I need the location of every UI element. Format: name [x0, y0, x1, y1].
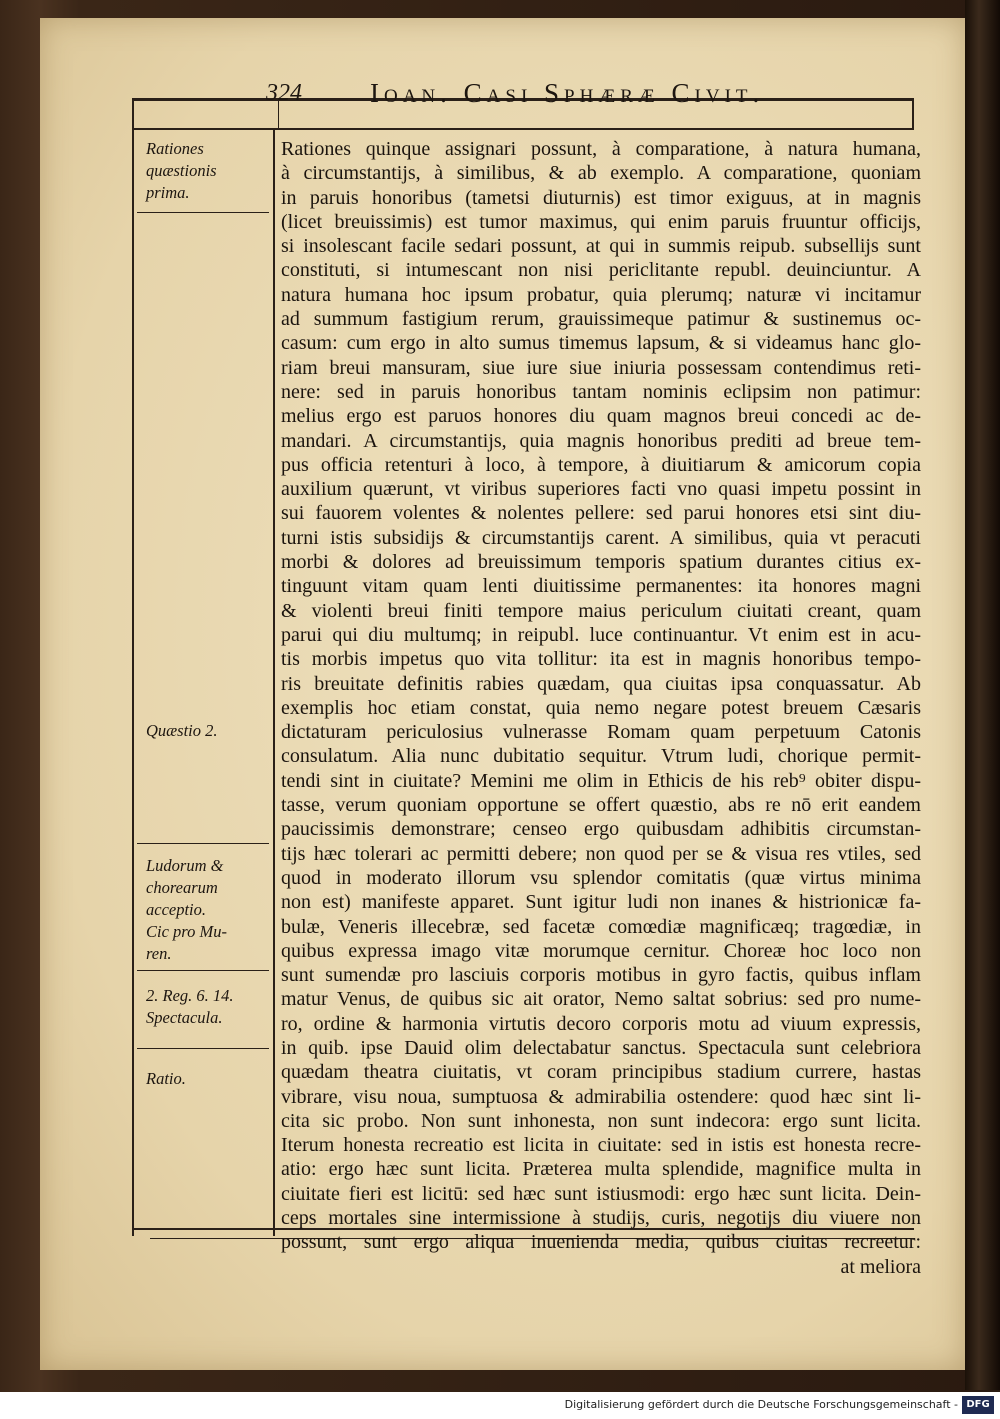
- text-line: dictaturam periculosius vulnerasse Romam quam perpetuum Catonis: [281, 721, 921, 744]
- text-line: auxilium quærunt, vt viribus superiores facti vno quasi impetu possint in: [281, 478, 921, 501]
- text-line: ceps mortales sine intermissione à studijs, curis, negotijs diu viuere non: [281, 1207, 921, 1230]
- text-line: turni istis subsidijs & circumstantijs carent. A similibus, quia vt peracuti: [281, 526, 921, 549]
- text-line: nere: sed in paruis honoribus tantam nominis eclipsim non patimur:: [281, 380, 921, 403]
- text-line: consulatum. Alia nunc dubitatio sequitur. Vtrum ludi, chorique permit-: [281, 745, 921, 768]
- text-line: ciuitate fieri est licitū: sed hæc sunt istiusmodi: ergo hæc sunt licita. Dein-: [281, 1182, 921, 1205]
- text-line: riam breui mansuram, siue iure siue iniuria possessam contendimus reti-: [281, 356, 921, 379]
- column-rule: [273, 128, 275, 1236]
- text-line: atio: ergo hæc sunt licita. Præterea multa splendide, magnifice multa in: [281, 1158, 921, 1181]
- text-line: constituti, si intumescant non nisi periclitante republ. deuinciuntur. A: [281, 259, 921, 282]
- text-line: sui fauorem volentes & nolentes pellere: sed parui honores etsi sint diu-: [281, 502, 921, 525]
- text-line: mandari. A circumstantijs, quia magnis honoribus prediti ad breue tem-: [281, 429, 921, 452]
- header-bottom-rule: [132, 128, 914, 130]
- text-line: possunt, sunt ergo aliqua inuenienda media, quibus ciuitas recreetur:: [281, 1231, 921, 1254]
- text-line: tasse, verum quoniam opportune se offert quæstio, abs re nō erit eandem: [281, 794, 921, 817]
- text-line: vibrare, visu noua, sumptuosa & admirabilia ostendere: quod hæc sint li-: [281, 1085, 921, 1108]
- text-line: bulæ, Veneris illecebræ, sed facetæ comœdiæ magnificæq; tragœdiæ, in: [281, 915, 921, 938]
- text-line: paucissimis demonstrare; censeo ergo quibusdam adhibitis circumstan-: [281, 818, 921, 841]
- text-line: à circumstantijs, à similibus, & ab exemplo. A comparatione, quoniam: [281, 162, 921, 185]
- text-line: ris breuitate definitis rabies quædam, qua ciuitas ipsa conquassatur. Ab: [281, 672, 921, 695]
- text-line: melius ergo est paruos honores diu quam magnos breui concedi ac de-: [281, 405, 921, 428]
- margin-note: Quæstio 2.: [146, 721, 218, 740]
- left-margin-rule: [132, 98, 134, 1236]
- text-line: in paruis honoribus (tametsi diuturnis) est timor exiguus, at in magnis: [281, 186, 921, 209]
- running-header: [260, 78, 920, 118]
- footer-bar: [0, 1392, 1000, 1419]
- margin-note: 2. Reg. 6. 14. Spectacula.: [146, 986, 234, 1027]
- page-number: 324: [266, 80, 302, 106]
- text-line: at meliora: [840, 1255, 921, 1278]
- text-line: tis morbis impetus quo vita tollitur: ita est in magnis honoribus tempo-: [281, 648, 921, 671]
- running-title: Ioan. Casi Sphæræ Civit.: [370, 78, 765, 108]
- text-line: quod in moderato illorum vsu splendor comitatis (quæ virtus minima: [281, 866, 921, 889]
- text-line: quædam theatra ciuitatis, vt coram principibus stadium currere, hastas: [281, 1061, 921, 1084]
- note-separator: [137, 970, 269, 971]
- margin-note: Rationes quæstionis prima.: [146, 139, 217, 202]
- text-line: in quib. ipse Dauid olim delectabatur sanctus. Spectacula sunt celebriora: [281, 1036, 921, 1059]
- text-line: morbi & dolores ad breuissimum temporis spatium durantes citius ex-: [281, 551, 921, 574]
- text-line: Rationes quinque assignari possunt, à comparatione, à natura humana,: [281, 138, 921, 160]
- note-separator: [137, 212, 269, 213]
- note-separator: [137, 1048, 269, 1049]
- text-line: casum: cum ergo in alto sumus timemus lapsum, & si videamus hanc glo-: [281, 332, 921, 355]
- text-line: parui qui diu multumq; in reipubl. luce continuantur. Vt enim est in acu-: [281, 623, 921, 646]
- margin-note: Ludorum & chorearum acceptio. Cic pro Mu- ren.: [146, 856, 227, 963]
- text-line: pus officia retenturi à loco, à tempore, à diuitiarum & amicorum copia: [281, 453, 921, 476]
- text-line: cita sic probo. Non sunt inhonesta, non sunt indecora: ergo sunt licita.: [281, 1109, 921, 1132]
- body-text: [281, 137, 921, 1279]
- text-line: sunt sumendæ pro lasciuis corporis motibus in gyro factis, quibus inflam: [281, 964, 921, 987]
- text-line: & violenti breui finiti tempore maius periculum ciuitati creant, quam: [281, 599, 921, 622]
- dfg-logo: DFG: [962, 1396, 994, 1414]
- text-line: matur Venus, de quibus sic ait orator, Nemo saltat sobrius: sed pro nume-: [281, 988, 921, 1011]
- footer-credit: Digitalisierung gefördert durch die Deutsche Forschungsgemeinschaft -: [564, 1398, 958, 1411]
- note-separator: [137, 843, 269, 844]
- text-line: natura humana hoc ipsum probatur, quia plerumq; naturæ vi incitamur: [281, 283, 921, 306]
- text-line: tinguunt vitam quam lenti diuitissime permanentes: ita honores magni: [281, 575, 921, 598]
- book-edge: [965, 0, 1000, 1390]
- text-line: tendi sint in ciuitate? Memini me olim in Ethicis de his reb⁹ obiter dispu-: [281, 769, 921, 792]
- text-line: exemplis hoc etiam constat, quia nemo negare potest breuem Cæsaris: [281, 696, 921, 719]
- text-line: si insolescant facile sedari possunt, at qui in summis reipub. subsellijs sunt: [281, 235, 921, 258]
- text-line: quibus expressa imago vitæ morumque cernitur. Choreæ hoc loco non: [281, 939, 921, 962]
- margin-note: Ratio.: [146, 1069, 186, 1088]
- text-line: ad summum fastigium rerum, grauissimeque patimur & sustinemus oc-: [281, 308, 921, 331]
- text-line: ro, ordine & harmonia virtutis decoro corporis motu ad viuum expressis,: [281, 1012, 921, 1035]
- text-line: (licet breuissimis) est tumor maximus, qui enim paruis fruuntur officijs,: [281, 210, 921, 233]
- text-line: Iterum honesta recreatio est licita in ciuitate: sed in istis est honesta recre-: [281, 1134, 921, 1157]
- text-line: tijs hæc tolerari ac permitti debere; non quod per se & visua res vtiles, sed: [281, 842, 921, 865]
- text-line: non est) manifeste apparet. Sunt igitur ludi non inanes & histrionicæ fa-: [281, 891, 921, 914]
